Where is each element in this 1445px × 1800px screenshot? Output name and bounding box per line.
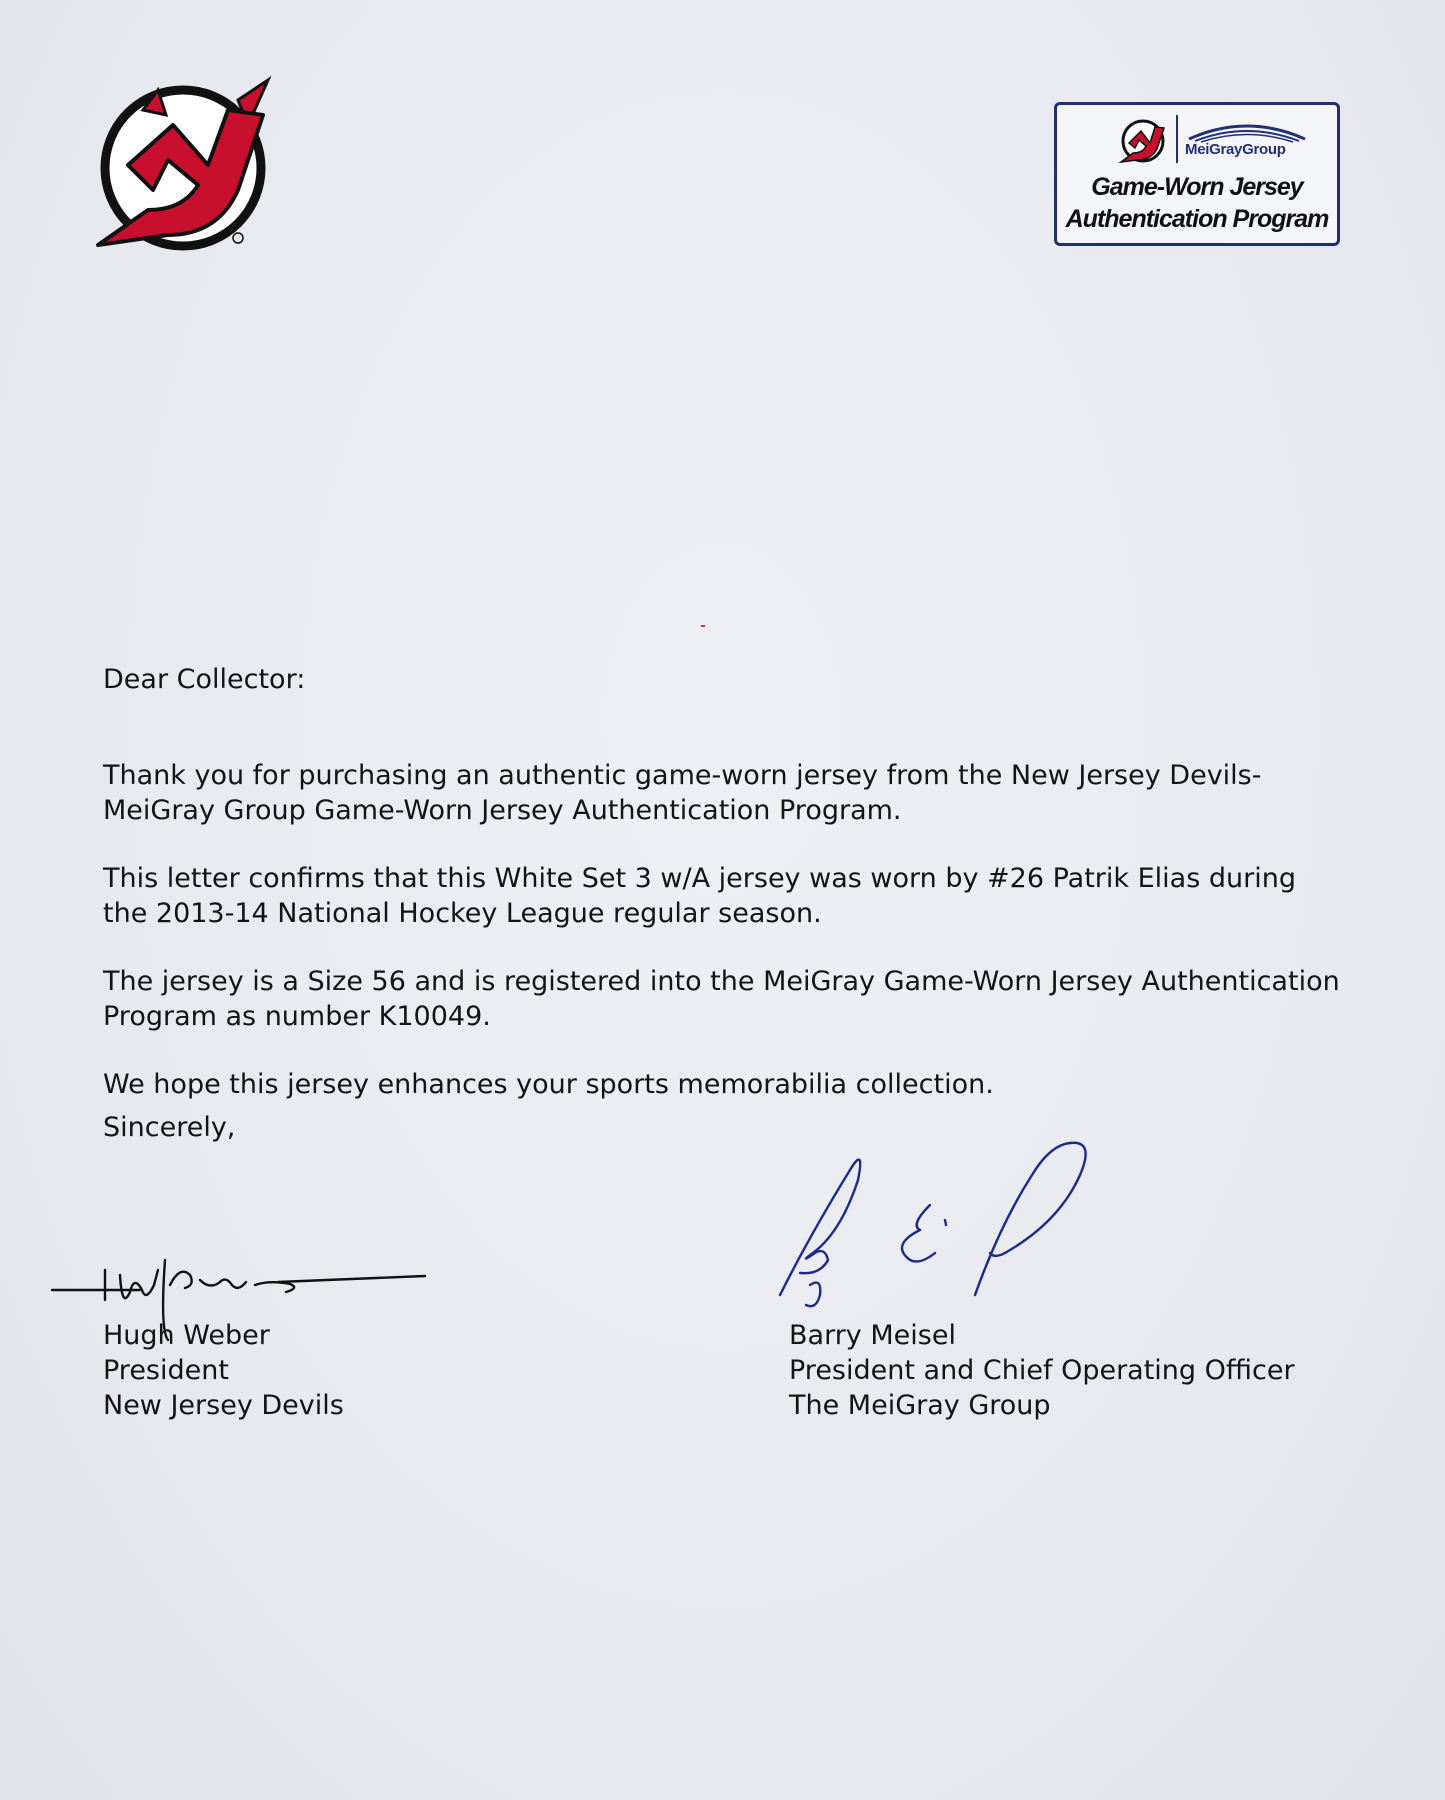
signatory-name: Barry Meisel <box>789 1320 956 1351</box>
paragraph-text: We hope this jersey enhances your sports memorabilia collection. <box>103 1069 994 1100</box>
signatory-right <box>789 1318 1295 1423</box>
paragraph-text: This letter confirms that this White Set 3 w/A jersey was worn by #26 Patrik Elias during the 2013-14 National Hockey League regular season. <box>103 863 1296 929</box>
closing: Sincerely, <box>103 1112 236 1143</box>
signatory-title: President and Chief Operating Officer <box>789 1355 1295 1386</box>
signatory-left <box>103 1318 344 1423</box>
devils-mini-logo-icon <box>1117 113 1169 165</box>
paragraph-text: Thank you for purchasing an authentic game-worn jersey from the New Jersey Devils-MeiGray Group Game-Worn Jersey Authentication Program. <box>103 760 1262 826</box>
meigray-authentication-badge <box>1054 102 1340 246</box>
paragraph-text: The jersey is a Size 56 and is registered into the MeiGray Game-Worn Jersey Authentication Program as number K10049. <box>103 966 1340 1032</box>
badge-title-line2: Authentication Program <box>1065 205 1329 233</box>
barry-meisel-signature <box>770 1135 1130 1325</box>
signatory-organization: New Jersey Devils <box>103 1390 344 1421</box>
badge-divider <box>1176 115 1178 163</box>
badge-title-line1: Game-Worn Jersey <box>1091 173 1303 201</box>
badge-brand: MeiGrayGroup <box>1185 141 1286 158</box>
paragraph-closing-wish <box>103 1040 1348 1129</box>
signatory-name: Hugh Weber <box>103 1320 270 1351</box>
devils-logo-icon <box>88 70 278 255</box>
ink-speck <box>701 625 705 627</box>
salutation: Dear Collector: <box>103 664 306 695</box>
signatory-title: President <box>103 1355 229 1386</box>
arena-roof-icon <box>1187 119 1307 143</box>
signatory-organization: The MeiGray Group <box>789 1390 1051 1421</box>
